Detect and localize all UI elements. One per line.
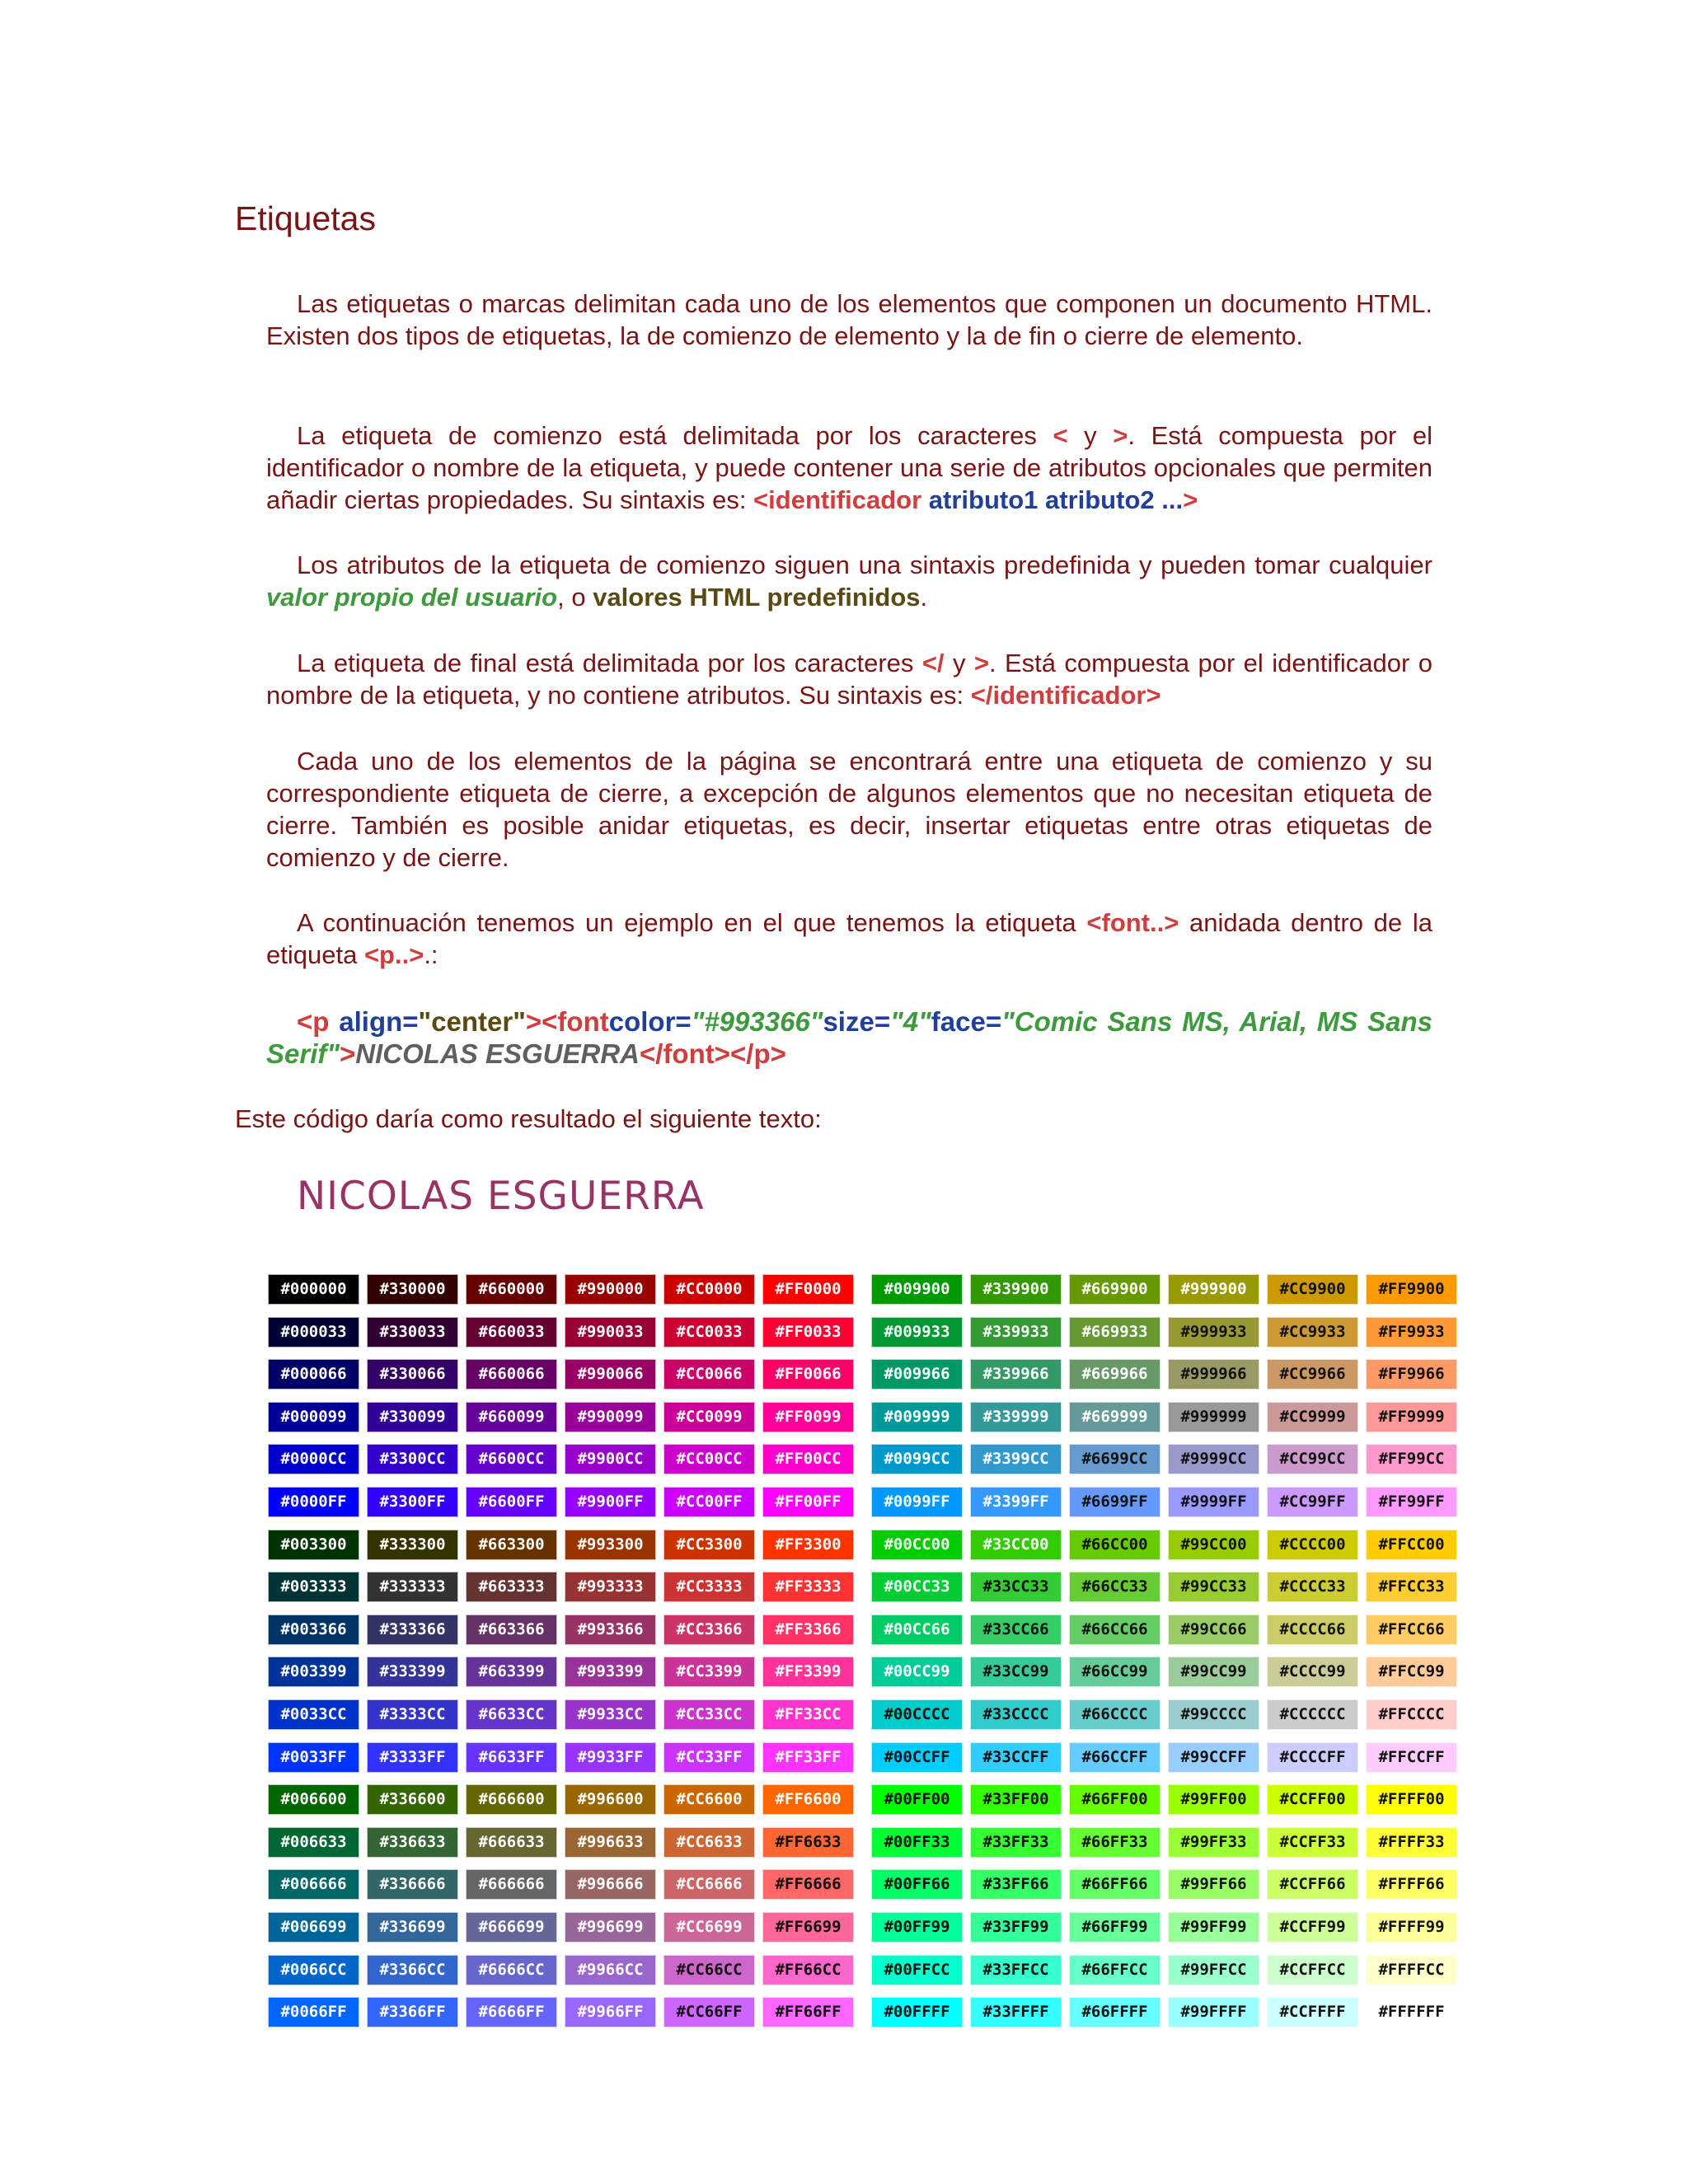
color-swatch: #996699 (565, 1912, 656, 1943)
color-swatch: #99CC66 (1168, 1615, 1259, 1645)
color-swatch: #CC0066 (663, 1359, 755, 1390)
color-swatch: #FF99CC (1366, 1444, 1457, 1474)
paragraph-attributes (266, 549, 1432, 613)
color-swatch: #996666 (565, 1869, 656, 1900)
color-swatch: #006699 (268, 1912, 359, 1943)
color-swatch: #990066 (565, 1359, 656, 1390)
color-swatch: #0033CC (268, 1699, 359, 1730)
color-swatch: #9999FF (1168, 1487, 1259, 1517)
color-swatch: #9966CC (565, 1955, 656, 1985)
color-swatch: #009999 (871, 1402, 963, 1432)
color-swatch: #6633FF (466, 1742, 557, 1773)
color-swatch: #FFCCFF (1366, 1742, 1457, 1773)
paragraph-intro (266, 288, 1432, 352)
color-swatch: #00CCCC (871, 1699, 963, 1730)
color-swatch: #336666 (367, 1869, 458, 1900)
p6-text-1: A continuación tenemos un ejemplo en el que tenemos la etiqueta (297, 908, 1087, 937)
color-swatch: #CCFF33 (1267, 1827, 1358, 1858)
color-swatch: #993366 (565, 1615, 656, 1645)
color-swatch: #CC00FF (663, 1487, 755, 1517)
color-swatch: #3333FF (367, 1742, 458, 1773)
color-swatch: #330099 (367, 1402, 458, 1432)
color-swatch: #FF9999 (1366, 1402, 1457, 1432)
color-swatch: #FF00FF (762, 1487, 854, 1517)
color-swatch: #33CCCC (970, 1699, 1062, 1730)
color-swatch: #00CC66 (871, 1615, 963, 1645)
color-swatch: #FF6666 (762, 1869, 854, 1900)
color-swatch: #33FFCC (970, 1955, 1062, 1985)
color-swatch: #6633CC (466, 1699, 557, 1730)
color-swatch: #00CC99 (871, 1657, 963, 1687)
paragraph-intro-text: Las etiquetas o marcas delimitan cada uno de los elementos que componen un documento HTML. Existen dos tipos de etiquetas, la de comienzo de elemento y la de fin o cierre de elemento. (266, 289, 1432, 350)
color-swatch: #FF3333 (762, 1572, 854, 1602)
color-swatch: #339933 (970, 1317, 1062, 1347)
code-align-attr: align= (329, 1006, 419, 1037)
color-swatch: #CCCC99 (1267, 1657, 1358, 1687)
code-open-font: ><font (525, 1006, 609, 1037)
color-swatch: #999999 (1168, 1402, 1259, 1432)
lt-char: < (1053, 421, 1068, 450)
color-swatch: #CC66CC (663, 1955, 755, 1985)
color-swatch: #66CCCC (1069, 1699, 1160, 1730)
color-swatch: #990033 (565, 1317, 656, 1347)
color-swatch: #66CC66 (1069, 1615, 1160, 1645)
color-swatch: #CCFF99 (1267, 1912, 1358, 1943)
result-intro: Este código daría como resultado el siguiente texto: (235, 1104, 822, 1133)
code-size-value: "4" (890, 1006, 931, 1037)
color-swatch: #FF0099 (762, 1402, 854, 1432)
color-swatch: #00CCFF (871, 1742, 963, 1773)
color-swatch: #999933 (1168, 1317, 1259, 1347)
web-safe-color-table (268, 1274, 1455, 2041)
color-swatch: #FF9933 (1366, 1317, 1457, 1347)
color-swatch: #FFCC33 (1366, 1572, 1457, 1602)
color-swatch: #CC0099 (663, 1402, 755, 1432)
color-swatch: #66CC99 (1069, 1657, 1160, 1687)
color-swatch: #9933FF (565, 1742, 656, 1773)
color-swatch: #CC9900 (1267, 1274, 1358, 1305)
color-swatch: #000000 (268, 1274, 359, 1305)
color-swatch: #6600FF (466, 1487, 557, 1517)
color-swatch: #000066 (268, 1359, 359, 1390)
color-swatch: #0099FF (871, 1487, 963, 1517)
paragraph-nesting-text: Cada uno de los elementos de la página se encontrará entre una etiqueta de comienzo y su correspondiente etiqueta de cierre, a excepción de algunos elementos que no necesitan etiqueta de cierre. También es posible anidar etiquetas, es decir, insertar etiquetas entre otras etiquetas de comienzo y de cierre. (266, 747, 1432, 872)
syntax-attributes: atributo1 atributo2 ... (921, 485, 1184, 514)
color-swatch: #CC33FF (663, 1742, 755, 1773)
demo-output-text: NICOLAS ESGUERRA (297, 1174, 705, 1219)
color-swatch: #330000 (367, 1274, 458, 1305)
color-swatch: #000099 (268, 1402, 359, 1432)
color-swatch: #009933 (871, 1317, 963, 1347)
color-swatch: #33CC66 (970, 1615, 1062, 1645)
color-swatch: #333366 (367, 1615, 458, 1645)
color-swatch: #339900 (970, 1274, 1062, 1305)
color-swatch: #FFFFFF (1366, 1997, 1457, 2027)
color-swatch: #CCFF66 (1267, 1869, 1358, 1900)
color-swatch: #99FFFF (1168, 1997, 1259, 2027)
color-swatch: #FFFFCC (1366, 1955, 1457, 1985)
color-swatch: #6666CC (466, 1955, 557, 1985)
color-swatch: #66FFFF (1069, 1997, 1160, 2027)
color-swatch: #000033 (268, 1317, 359, 1347)
html-values-term: valores HTML predefinidos (593, 583, 921, 612)
color-swatch: #3399FF (970, 1487, 1062, 1517)
color-swatch: #FF9966 (1366, 1359, 1457, 1390)
color-swatch: #009900 (871, 1274, 963, 1305)
color-swatch: #336699 (367, 1912, 458, 1943)
color-swatch: #FFCC00 (1366, 1530, 1457, 1560)
color-swatch: #33FF00 (970, 1784, 1062, 1815)
color-swatch: #FF33FF (762, 1742, 854, 1773)
color-swatch: #996600 (565, 1784, 656, 1815)
color-swatch: #006600 (268, 1784, 359, 1815)
color-swatch: #FFCCCC (1366, 1699, 1457, 1730)
color-swatch: #FF6699 (762, 1912, 854, 1943)
color-swatch: #CCCC33 (1267, 1572, 1358, 1602)
color-swatch: #FF0033 (762, 1317, 854, 1347)
color-swatch: #66CCFF (1069, 1742, 1160, 1773)
p3-text-2: , o (557, 583, 593, 612)
code-align-value: "center" (418, 1006, 526, 1037)
color-swatch: #99CCCC (1168, 1699, 1259, 1730)
color-swatch: #33CC99 (970, 1657, 1062, 1687)
color-swatch: #CCFF00 (1267, 1784, 1358, 1815)
color-swatch: #CC6666 (663, 1869, 755, 1900)
color-swatch: #663366 (466, 1615, 557, 1645)
color-swatch: #CC99FF (1267, 1487, 1358, 1517)
color-swatch: #99CC33 (1168, 1572, 1259, 1602)
color-swatch: #CC0000 (663, 1274, 755, 1305)
color-swatch: #FF0000 (762, 1274, 854, 1305)
color-swatch: #999966 (1168, 1359, 1259, 1390)
color-swatch: #CC3300 (663, 1530, 755, 1560)
color-swatch: #FFFF99 (1366, 1912, 1457, 1943)
section-title: Etiquetas (235, 199, 376, 237)
color-swatch: #CC6699 (663, 1912, 755, 1943)
color-swatch: #CC9966 (1267, 1359, 1358, 1390)
color-swatch: #999900 (1168, 1274, 1259, 1305)
color-swatch: #FFCC66 (1366, 1615, 1457, 1645)
color-swatch: #9900FF (565, 1487, 656, 1517)
color-swatch: #66FF00 (1069, 1784, 1160, 1815)
color-swatch: #FF6600 (762, 1784, 854, 1815)
color-swatch: #00FF00 (871, 1784, 963, 1815)
color-swatch: #66FFCC (1069, 1955, 1160, 1985)
color-swatch: #00FFCC (871, 1955, 963, 1985)
color-swatch: #FF6633 (762, 1827, 854, 1858)
color-swatch: #CC0033 (663, 1317, 755, 1347)
p4-text-1: La etiqueta de final está delimitada por los caracteres (297, 649, 922, 677)
color-swatch: #CC66FF (663, 1997, 755, 2027)
color-swatch: #CC33CC (663, 1699, 755, 1730)
color-swatch: #66FF33 (1069, 1827, 1160, 1858)
color-swatch: #003333 (268, 1572, 359, 1602)
p3-text-1: Los atributos de la etiqueta de comienzo siguen una sintaxis predefinida y pueden tomar cualquier (297, 551, 1432, 579)
code-open-p: <p (297, 1006, 330, 1037)
color-swatch: #CC9999 (1267, 1402, 1358, 1432)
lt-slash-char: </ (921, 649, 945, 677)
color-swatch: #6666FF (466, 1997, 557, 2027)
paragraph-nesting (266, 745, 1432, 874)
code-close-tags: </font></p> (640, 1038, 786, 1069)
color-swatch: #66FF66 (1069, 1869, 1160, 1900)
color-swatch: #993399 (565, 1657, 656, 1687)
color-swatch: #CCCCCC (1267, 1699, 1358, 1730)
color-swatch: #CC9933 (1267, 1317, 1358, 1347)
color-swatch: #9966FF (565, 1997, 656, 2027)
color-swatch: #FFFF66 (1366, 1869, 1457, 1900)
color-swatch: #6699CC (1069, 1444, 1160, 1474)
color-swatch: #666633 (466, 1827, 557, 1858)
p2-text-1: La etiqueta de comienzo está delimitada por los caracteres (297, 421, 1053, 450)
paragraph-start-tag (266, 419, 1432, 516)
color-swatch: #669966 (1069, 1359, 1160, 1390)
color-swatch: #FFFF33 (1366, 1827, 1457, 1858)
color-swatch: #66FF99 (1069, 1912, 1160, 1943)
color-swatch: #00CC00 (871, 1530, 963, 1560)
color-swatch: #669933 (1069, 1317, 1160, 1347)
color-swatch: #333399 (367, 1657, 458, 1687)
color-swatch: #006633 (268, 1827, 359, 1858)
color-swatch: #99CCFF (1168, 1742, 1259, 1773)
color-swatch: #0099CC (871, 1444, 963, 1474)
color-swatch: #006666 (268, 1869, 359, 1900)
code-example (266, 1005, 1432, 1070)
color-swatch: #FF00CC (762, 1444, 854, 1474)
color-swatch: #0066CC (268, 1955, 359, 1985)
color-swatch: #996633 (565, 1827, 656, 1858)
color-swatch: #666600 (466, 1784, 557, 1815)
gt-char: > (1113, 421, 1128, 450)
color-swatch: #3366FF (367, 1997, 458, 2027)
code-face-attr: face= (931, 1006, 1002, 1037)
color-swatch: #990099 (565, 1402, 656, 1432)
color-swatch: #33FF99 (970, 1912, 1062, 1943)
color-swatch: #FF3300 (762, 1530, 854, 1560)
syntax-close: > (1183, 485, 1198, 514)
color-swatch: #66CC00 (1069, 1530, 1160, 1560)
color-swatch: #0066FF (268, 1997, 359, 2027)
color-swatch: #33FF33 (970, 1827, 1062, 1858)
color-swatch: #009966 (871, 1359, 963, 1390)
code-face-value: "Comic Sans MS, Arial, MS Sans Serif" (266, 1006, 1432, 1069)
color-swatch: #00FF99 (871, 1912, 963, 1943)
color-swatch: #99CC00 (1168, 1530, 1259, 1560)
code-content: NICOLAS ESGUERRA (355, 1038, 640, 1069)
color-swatch: #666699 (466, 1912, 557, 1943)
color-swatch: #CC3399 (663, 1657, 755, 1687)
code-color-value: "#993366" (691, 1006, 823, 1037)
p6-text-3: .: (424, 940, 438, 969)
color-swatch: #3333CC (367, 1699, 458, 1730)
color-swatch: #663399 (466, 1657, 557, 1687)
color-swatch: #33CC00 (970, 1530, 1062, 1560)
color-swatch: #FFCC99 (1366, 1657, 1457, 1687)
code-color-attr: color= (608, 1006, 692, 1037)
color-swatch: #FF66FF (762, 1997, 854, 2027)
gt-char: > (973, 649, 989, 677)
color-swatch: #9999CC (1168, 1444, 1259, 1474)
color-swatch: #003399 (268, 1657, 359, 1687)
p3-text-3: . (920, 583, 928, 612)
paragraph-end-tag (266, 647, 1432, 711)
color-swatch: #0033FF (268, 1742, 359, 1773)
color-swatch: #FF0066 (762, 1359, 854, 1390)
color-swatch: #6600CC (466, 1444, 557, 1474)
color-swatch: #660099 (466, 1402, 557, 1432)
color-swatch: #FF66CC (762, 1955, 854, 1985)
color-swatch: #003366 (268, 1615, 359, 1645)
color-swatch: #CCCC00 (1267, 1530, 1358, 1560)
paragraph-example (266, 907, 1432, 971)
color-swatch: #CC99CC (1267, 1444, 1358, 1474)
color-swatch: #330033 (367, 1317, 458, 1347)
font-tag: <font..> (1086, 908, 1179, 937)
color-swatch: #33CCFF (970, 1742, 1062, 1773)
color-swatch: #99FF66 (1168, 1869, 1259, 1900)
color-swatch: #CC6633 (663, 1827, 755, 1858)
color-swatch: #FF33CC (762, 1699, 854, 1730)
color-swatch: #66CC33 (1069, 1572, 1160, 1602)
color-swatch: #CCFFFF (1267, 1997, 1358, 2027)
user-value-term: valor propio del usuario (266, 583, 558, 612)
color-swatch: #6699FF (1069, 1487, 1160, 1517)
color-swatch: #CC6600 (663, 1784, 755, 1815)
color-swatch: #333300 (367, 1530, 458, 1560)
color-swatch: #3300CC (367, 1444, 458, 1474)
color-swatch: #00FFFF (871, 1997, 963, 2027)
color-swatch: #3366CC (367, 1955, 458, 1985)
color-swatch: #339999 (970, 1402, 1062, 1432)
color-swatch: #0000FF (268, 1487, 359, 1517)
code-size-attr: size= (823, 1006, 891, 1037)
color-swatch: #660066 (466, 1359, 557, 1390)
color-swatch: #9933CC (565, 1699, 656, 1730)
color-swatch: #99CC99 (1168, 1657, 1259, 1687)
color-swatch: #663333 (466, 1572, 557, 1602)
color-swatch: #336633 (367, 1827, 458, 1858)
color-swatch: #FF99FF (1366, 1487, 1457, 1517)
color-swatch: #663300 (466, 1530, 557, 1560)
p2-text-2: y (1067, 421, 1114, 450)
color-swatch: #993300 (565, 1530, 656, 1560)
color-swatch: #CCCCFF (1267, 1742, 1358, 1773)
color-swatch: #990000 (565, 1274, 656, 1305)
p4-text-3: . Está compuesta por el identificador o nombre de la etiqueta, y no contiene atributos. Su sintaxis es: (266, 649, 1432, 710)
color-swatch: #FF9900 (1366, 1274, 1457, 1305)
color-swatch: #99FF00 (1168, 1784, 1259, 1815)
color-swatch: #666666 (466, 1869, 557, 1900)
color-swatch: #33FFFF (970, 1997, 1062, 2027)
color-swatch: #3300FF (367, 1487, 458, 1517)
color-swatch: #00CC33 (871, 1572, 963, 1602)
color-swatch: #660000 (466, 1274, 557, 1305)
color-swatch: #FF3366 (762, 1615, 854, 1645)
color-swatch: #336600 (367, 1784, 458, 1815)
color-swatch: #330066 (367, 1359, 458, 1390)
color-swatch: #CC3333 (663, 1572, 755, 1602)
color-swatch: #FFFF00 (1366, 1784, 1457, 1815)
color-swatch: #993333 (565, 1572, 656, 1602)
color-swatch: #339966 (970, 1359, 1062, 1390)
color-swatch: #00FF33 (871, 1827, 963, 1858)
color-swatch: #669900 (1069, 1274, 1160, 1305)
color-swatch: #669999 (1069, 1402, 1160, 1432)
p6-text-2: anidada dentro de la etiqueta (266, 908, 1432, 969)
color-swatch: #9900CC (565, 1444, 656, 1474)
color-swatch: #99FFCC (1168, 1955, 1259, 1985)
color-swatch: #99FF99 (1168, 1912, 1259, 1943)
color-swatch: #0000CC (268, 1444, 359, 1474)
color-swatch: #CCFFCC (1267, 1955, 1358, 1985)
p-tag: <p..> (363, 940, 424, 969)
color-swatch: #003300 (268, 1530, 359, 1560)
p4-text-2: y (944, 649, 974, 677)
color-swatch: #333333 (367, 1572, 458, 1602)
color-swatch: #CCCC66 (1267, 1615, 1358, 1645)
color-swatch: #660033 (466, 1317, 557, 1347)
syntax-identifier: <identificador (753, 485, 922, 514)
color-swatch: #3399CC (970, 1444, 1062, 1474)
color-swatch: #99FF33 (1168, 1827, 1259, 1858)
color-swatch: #CC3366 (663, 1615, 755, 1645)
color-swatch: #CC00CC (663, 1444, 755, 1474)
color-swatch: #33FF66 (970, 1869, 1062, 1900)
color-swatch: #00FF66 (871, 1869, 963, 1900)
code-gt: > (340, 1038, 356, 1069)
color-swatch: #33CC33 (970, 1572, 1062, 1602)
end-tag-syntax: </identificador> (970, 681, 1161, 710)
p2-text-3: . Está compuesta por el identificador o nombre de la etiqueta, y puede contener una serie de atributos opcionales que permiten añadir ciertas propiedades. Su sintaxis es: (266, 421, 1432, 514)
color-swatch: #FF3399 (762, 1657, 854, 1687)
